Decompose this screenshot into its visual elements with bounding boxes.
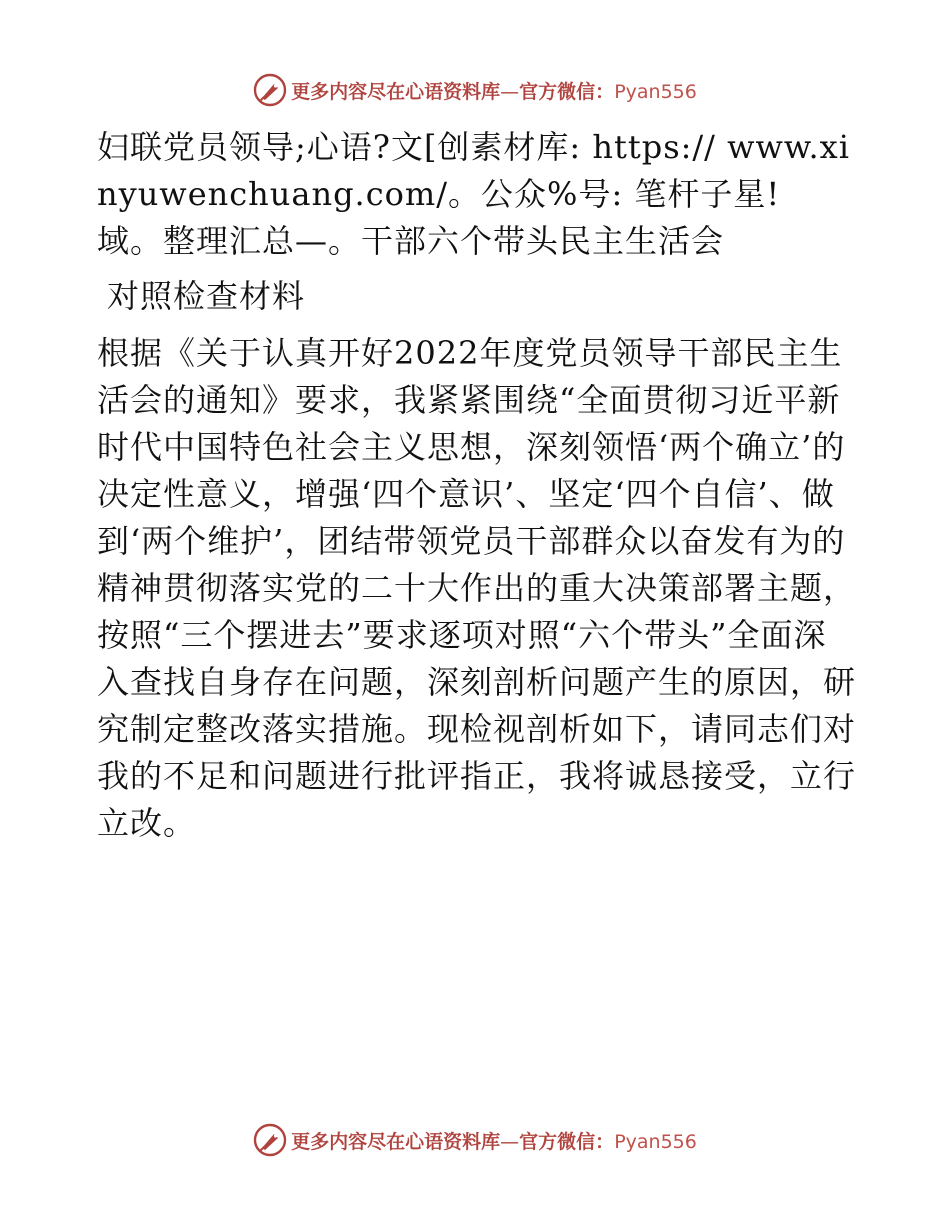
watermark-separator: — bbox=[500, 80, 520, 103]
watermark-separator: — bbox=[500, 1130, 520, 1153]
watermark-banner-top bbox=[0, 70, 950, 110]
header-paragraph: 妇联党员领导;心语?文[创素材库: https:// www.xinyuwenchuang.com/。公众%号: 笔杆子星! 域。整理汇总—。干部六个带头民主生活会 bbox=[97, 128, 850, 260]
document-content bbox=[97, 124, 857, 847]
watermark-official-label: 官方微信： bbox=[519, 80, 615, 103]
document-title: 对照检查材料 bbox=[107, 277, 306, 315]
pen-nib-logo-icon bbox=[253, 1123, 287, 1157]
watermark-text bbox=[291, 77, 697, 104]
watermark-banner-bottom bbox=[0, 1120, 950, 1160]
watermark-handle: Pyan556 bbox=[614, 80, 697, 103]
pen-nib-logo-icon bbox=[253, 73, 287, 107]
watermark-brand: 更多内容尽在心语资料库 bbox=[291, 80, 501, 103]
watermark-brand: 更多内容尽在心语资料库 bbox=[291, 1130, 501, 1153]
watermark-text bbox=[291, 1127, 697, 1154]
watermark-handle: Pyan556 bbox=[614, 1130, 697, 1153]
body-paragraph: 根据《关于认真开好2022年度党员领导干部民主生活会的通知》要求，我紧紧围绕“全面贯彻习近平新时代中国特色社会主义思想，深刻领悟‘两个确立’的决定性意义，增强‘四个意识’、坚定‘四个自信’、做到‘两个维护’，团结带领党员干部群众以奋发有为的精神贯彻落实党的二十大作出的重大决策部署主题，按照“三个摆进去”要求逐项对照“六个带头”全面深入查找自身存在问题，深刻剖析问题产生的原因，研究制定整改落实措施。现检视剖析如下，请同志们对我的不足和问题进行批评指正，我将诚恳接受，立行立改。 bbox=[97, 334, 857, 842]
watermark-official-label: 官方微信： bbox=[519, 1130, 615, 1153]
